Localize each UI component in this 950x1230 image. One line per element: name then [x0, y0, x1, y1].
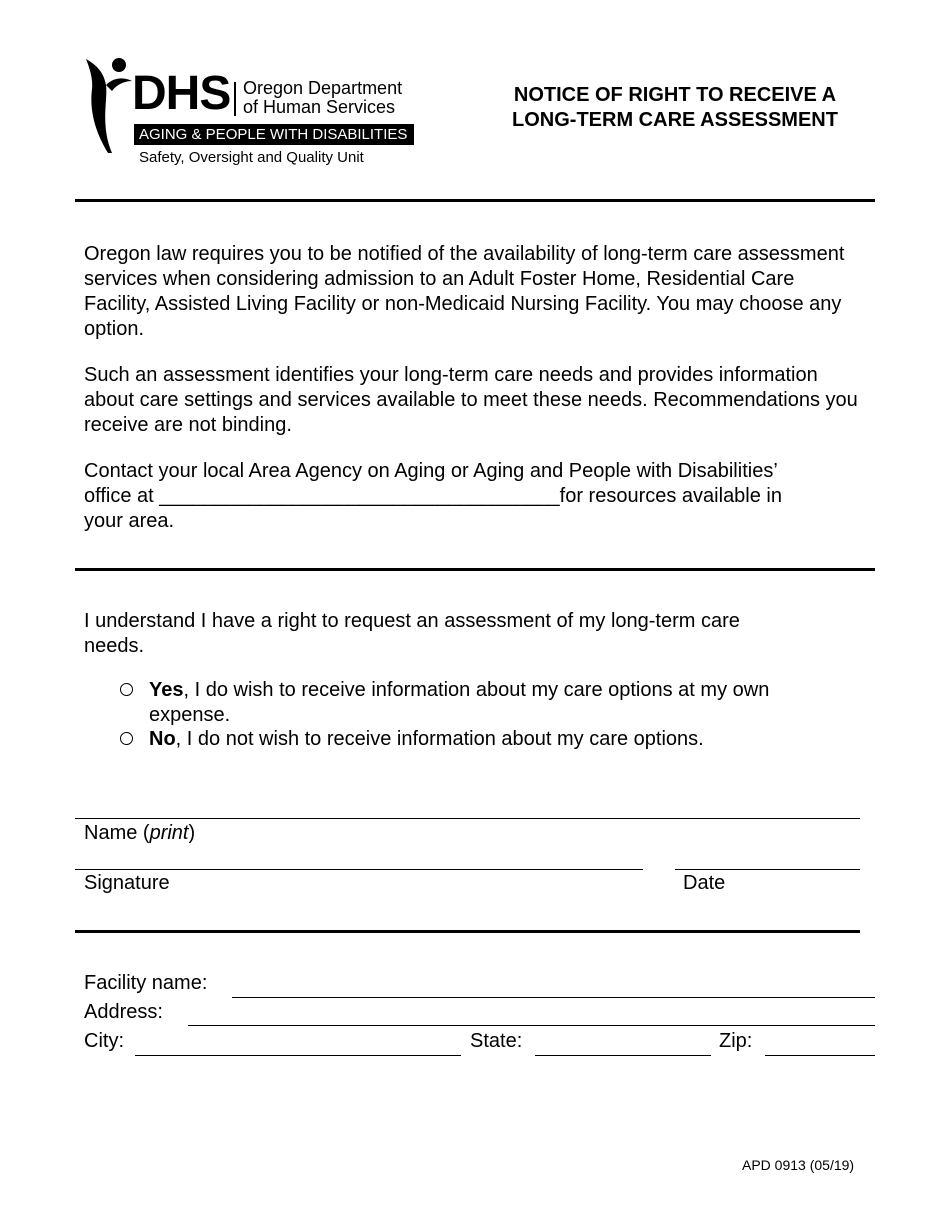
city-input-line[interactable]	[135, 1055, 461, 1056]
zip-label: Zip:	[719, 1030, 753, 1052]
name-label-close: )	[188, 822, 196, 844]
department-line-2: of Human Services	[243, 97, 396, 117]
option-yes-bold: Yes	[149, 679, 184, 701]
dhs-logo-text: DHS	[132, 67, 231, 120]
date-label: Date	[683, 872, 726, 894]
option-yes-text: , I do wish to receive information about my care options at my own expense.	[149, 679, 770, 726]
division-band: AGING & PEOPLE WITH DISABILITIES	[134, 124, 414, 145]
section-divider-top	[75, 199, 875, 202]
title-line-2: LONG-TERM CARE ASSESSMENT	[512, 109, 838, 131]
page-title	[470, 83, 880, 133]
section-divider-middle	[75, 568, 875, 571]
paragraph-contact	[84, 459, 864, 534]
section-divider-bottom	[75, 930, 860, 933]
zip-input-line[interactable]	[765, 1055, 875, 1056]
option-no-text: , I do not wish to receive information about my care options.	[175, 728, 704, 750]
no-radio-icon[interactable]	[120, 732, 133, 745]
department-line-1: Oregon Department	[243, 78, 403, 98]
address-label: Address:	[84, 1001, 163, 1023]
unit-name: Safety, Oversight and Quality Unit	[139, 149, 364, 166]
option-no-bold: No	[149, 728, 176, 750]
name-label-text: Name (	[84, 822, 150, 844]
date-input-line[interactable]	[675, 869, 860, 870]
title-line-1: NOTICE OF RIGHT TO RECEIVE A	[513, 84, 837, 106]
signature-label: Signature	[84, 872, 170, 894]
yes-radio-icon[interactable]	[120, 683, 133, 696]
dhs-logo-figure-icon	[82, 55, 134, 155]
signature-input-line[interactable]	[75, 869, 643, 870]
state-label: State:	[470, 1030, 523, 1052]
paragraph-notice: Oregon law requires you to be notified of the availability of long-term care assessment services when considering admission to an Adult Foster Home, Residential Care Facility, Assisted Living Facility or non-Medicaid Nursing Facility. You may choose any option.	[84, 243, 845, 340]
name-label-print: print	[149, 822, 189, 844]
facility-name-input-line[interactable]	[232, 997, 875, 998]
option-yes-label	[149, 678, 829, 728]
address-input-line[interactable]	[188, 1025, 875, 1026]
form-number: APD 0913 (05/19)	[742, 1157, 855, 1173]
contact-line-office[interactable]: office at ____________________________________for resources available in	[84, 485, 782, 507]
state-input-line[interactable]	[535, 1055, 711, 1056]
acknowledgement-statement: I understand I have a right to request an assessment of my long-term care needs.	[84, 610, 740, 657]
name-input-line[interactable]	[75, 818, 860, 819]
contact-line-1: Contact your local Area Agency on Aging or Aging and People with Disabilities’	[84, 460, 778, 482]
option-no-label	[149, 727, 829, 752]
name-label	[84, 821, 195, 846]
facility-name-label: Facility name:	[84, 972, 208, 994]
logo-divider	[234, 82, 236, 116]
contact-line-3: your area.	[84, 510, 175, 532]
paragraph-assessment: Such an assessment identifies your long-term care needs and provides information about care settings and services available to meet these needs. Recommendations you receive are not binding.	[84, 364, 858, 436]
department-name	[243, 79, 402, 117]
city-label: City:	[84, 1030, 124, 1052]
